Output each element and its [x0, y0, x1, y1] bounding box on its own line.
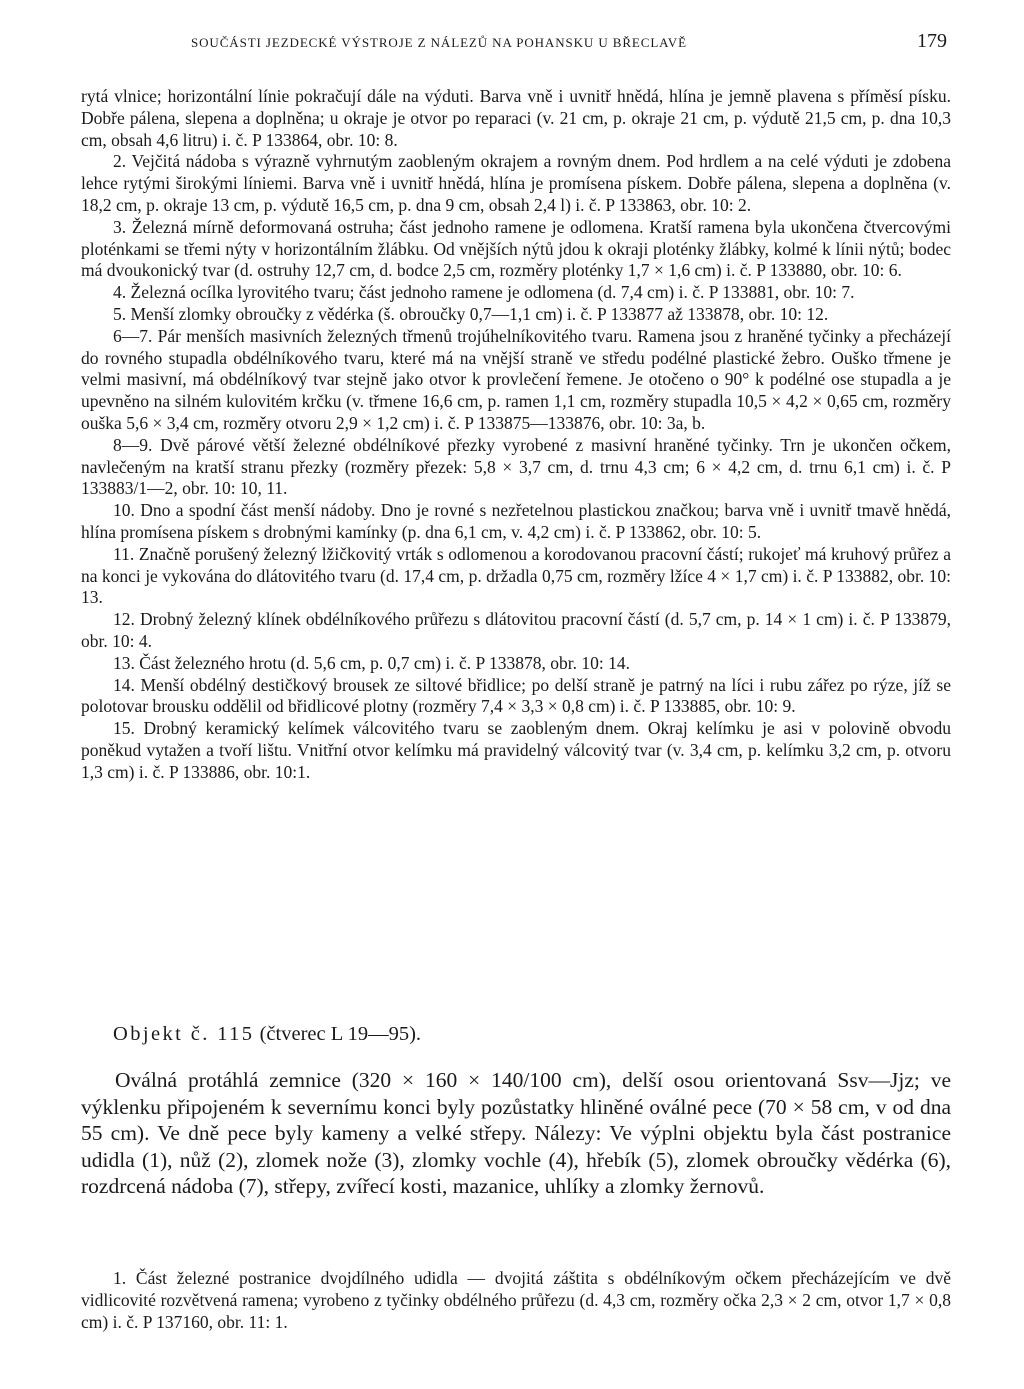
item-paragraph-8-9: 8—9. Dvě párové větší železné obdélníkové přezky vyrobené z masivní hraněné tyčinky. Trn je ukončen očkem, navlečeným na kratší stranu přezky (rozměry přezek: 5,8 × 3,7 cm, d. trnu 4,3 cm; 6 × 4,2 cm, d. trnu 6,1 cm) i. č. P 133883/1—2, obr. 10: 10, 11.: [81, 434, 951, 499]
item-paragraph-1: rytá vlnice; horizontální línie pokračují dále na výduti. Barva vně i uvnitř hnědá, hlína je jemně plavena s příměsí písku. Dobře pálena, slepena a doplněna; u okraje je otvor po reparaci (v. 21 cm, p. okraje 21 cm, p. výdutě 21,5 cm, p. dna 10,3 cm, obsah 4,6 litru) i. č. P 133864, obr. 10: 8.: [81, 86, 951, 150]
object-description: Oválná protáhlá zemnice (320 × 160 × 140/100 cm), delší osou orientovaná Ssv—Jjz; ve výklenku připojeném k severnímu konci byly pozůstatky hliněné oválné pece (70 × 58 cm, v od dna 55 cm). Ve dně pece byly kameny a velké střepy. Nálezy: Ve výplni objektu byla část postranice udidla (1), nůž (2), zlomek nože (3), zlomky vochle (4), hřebík (5), zlomek obroučky vědérka (6), rozdrcená nádoba (7), střepy, zvířecí kosti, mazanice, uhlíky a zlomky žernovů.: [81, 1068, 951, 1198]
object-item-1: 1. Část železné postranice dvojdílného udidla — dvojitá záštita s obdélníkovým očkem přecházejícím ve dvě vidlicovité rozvětvená ramena; vyrobeno z tyčinky obdélného průřezu (d. 4,3 cm, rozměry očka 2,3 × 2 cm, otvor 1,7 × 0,8 cm) i. č. P 137160, obr. 11: 1.: [81, 1268, 951, 1332]
item-paragraph-5: 5. Menší zlomky obroučky z vědérka (š. obroučky 0,7—1,1 cm) i. č. P 133877 až 133878, obr. 10: 12.: [113, 303, 829, 324]
item-paragraph-4: 4. Železná ocílka lyrovitého tvaru; část jednoho ramene je odlomena (d. 7,4 cm) i. č. P 133881, obr. 10: 7.: [113, 282, 855, 303]
page-number: 179: [917, 30, 947, 52]
item-paragraph-2: 2. Vejčitá nádoba s výrazně vyhrnutým zaobleným okrajem a rovným dnem. Pod hrdlem a na celé výduti je zdobena lehce rytými širokými líniemi. Barva vně i uvnitř hnědá, hlína je promísena pískem. Dobře pálena, slepena a doplněna (v. 18,2 cm, p. okraje 13 cm, p. výdutě 16,5 cm, p. dna 9 cm, obsah 2,4 l) i. č. P 133863, obr. 10: 2.: [81, 151, 951, 215]
item-paragraph-12: 12. Drobný železný klínek obdélníkového průřezu s dlátovitou pracovní částí (d. 5,7 cm, p. 14 × 1 cm) i. č. P 133879, obr. 10: 4.: [81, 609, 951, 651]
item-paragraph-6-7: 6—7. Pár menších masivních železných třmenů trojúhelníkovitého tvaru. Ramena jsou z hraněné tyčinky a přecházejí do rovného stupadla obdélníkového tvaru, které má na vnější straně ve středu podélné plastické žebro. Ouško třmene je velmi masivní, má obdélníkový tvar stejně jako otvor k provlečení řemene. Je otočeno o 90° k podélné ose stupadla a je upevněno na silném kulovitém krčku (v. třmene 16,6 cm, p. ramen 1,1 cm, rozměry stupadla 10,5 × 4,2 × 0,65 cm, rozměry ouška 5,6 × 3,4 cm, rozměry otvoru 2,9 × 1,2 cm) i. č. P 133875—133876, obr. 10: 3a, b.: [81, 325, 951, 433]
item-paragraph-10: 10. Dno a spodní část menší nádoby. Dno je rovné s nezřetelnou plastickou značkou; barva vně i uvnitř tmavě hnědá, hlína promísena pískem s drobnými kamínky (p. dna 6,1 cm, v. 4,2 cm) i. č. P 133862, obr. 10: 5.: [81, 500, 951, 542]
object-heading: [113, 1023, 421, 1046]
item-paragraph-3: 3. Železná mírně deformovaná ostruha; část jednoho ramene je odlomena. Kratší ramena byla ukončena čtvercovými ploténkami se třemi nýty v horizontálním žlábku. Od vnějších nýtů jdou k okraji ploténky žlábky, kolmé k línii nýtů; bodec má dvoukonický tvar (d. ostruhy 12,7 cm, d. bodce 2,5 cm, rozměry ploténky 1,7 × 1,6 cm) i. č. P 133880, obr. 10: 6.: [81, 216, 951, 281]
item-paragraph-13: 13. Část železného hrotu (d. 5,6 cm, p. 0,7 cm) i. č. P 133878, obr. 10: 14.: [113, 652, 630, 673]
object-heading-rest: (čtverec L 19—95).: [254, 1023, 422, 1045]
item-list: [81, 86, 951, 784]
item-paragraph-15: 15. Drobný keramický kelímek válcovitého tvaru se zaobleným dnem. Okraj kelímku je asi v polovině obvodu poněkud vytažen a tvoří lištu. Vnitřní otvor kelímku má pravidelný válcovitý tvar (v. 3,4 cm, p. kelímku 3,2 cm, p. otvoru 1,3 cm) i. č. P 133886, obr. 10:1.: [81, 718, 951, 782]
item-paragraph-14: 14. Menší obdélný destičkový brousek ze siltové břidlice; po delší straně je patrný na líci i rubu zářez po rýze, jíž se polotovar brousku oddělil od břidlicové plotny (rozměry 7,4 × 3,3 × 0,8 cm) i. č. P 133885, obr. 10: 9.: [81, 674, 951, 717]
item-paragraph-11: 11. Značně porušený železný lžičkovitý vrták s odlomenou a korodovanou pracovní částí; rukojeť má kruhový průřez a na konci je vykována do dlátovitého tvaru (d. 17,4 cm, p. držadla 0,75 cm, rozměry lžíce 4 × 1,7 cm) i. č. P 133882, obr. 10: 13.: [81, 543, 951, 608]
running-title: SOUČÁSTI JEZDECKÉ VÝSTROJE Z NÁLEZŮ NA POHANSKU U BŘECLAVĚ: [191, 35, 687, 50]
object-heading-spaced: Objekt č. 115: [113, 1023, 255, 1045]
